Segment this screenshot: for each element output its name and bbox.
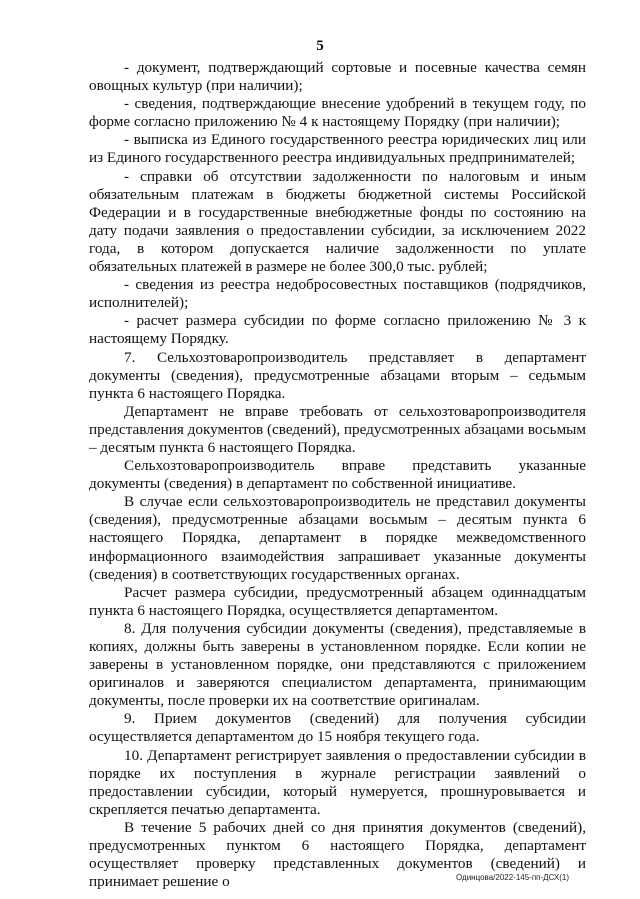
paragraph-subsidy-calculation: - расчет размера субсидии по форме согласно приложению № 3 к настоящему Порядку. — [89, 312, 586, 348]
paragraph-point-10: 10. Департамент регистрирует заявления о предоставлении субсидии в порядке их поступления в журнале регистрации заявлений о предоставлении субсидии, который нумеруется, прошнуровывается и скрепляется печатью департамента. — [89, 746, 586, 818]
paragraph-calculation-by-department: Расчет размера субсидии, предусмотренный абзацем одиннадцатым пункта 6 настоящего Порядка, осуществляется департаментом. — [89, 583, 586, 619]
document-body — [89, 59, 586, 891]
page-number: 5 — [316, 38, 324, 54]
document-footer-code: Одинцова/2022-145-пп-ДСХ(1) — [456, 873, 570, 882]
paragraph-interagency-request: В случае если сельхозтоваропроизводитель не представил документы (сведения), предусмотренные абзацами восьмым – десятым пункта 6 настоящего Порядка, департамент в порядке межведомственного информационного взаимодействия запрашивает указанные документы (сведения) в соответствующих государственных органах. — [89, 493, 586, 583]
paragraph-review-period: В течение 5 рабочих дней со дня принятия документов (сведений), предусмотренных пунктом 6 настоящего Порядка, департамент осуществляет проверку представленных документов (сведений) и принимает решение о — [89, 818, 586, 891]
paragraph-point-7: 7. Сельхозтоваропроизводитель представляет в департамент документы (сведения), предусмотренные абзацами вторым – седьмым пункта 6 настоящего Порядка. — [89, 348, 586, 402]
paragraph-registry-extract: - выписка из Единого государственного реестра юридических лиц или из Единого государственного реестра индивидуальных предпринимателей; — [89, 131, 586, 167]
paragraph-unscrupulous-suppliers: - сведения из реестра недобросовестных поставщиков (подрядчиков, исполнителей); — [89, 276, 586, 312]
paragraph-department-not-require: Департамент не вправе требовать от сельхозтоваропроизводителя представления документов (сведений), предусмотренных абзацами восьмым – десятым пункта 6 настоящего Порядка. — [89, 402, 586, 456]
paragraph-seed-quality-doc: - документ, подтверждающий сортовые и посевные качества семян овощных культур (при наличии); — [89, 59, 586, 95]
paragraph-point-9: 9. Прием документов (сведений) для получения субсидии осуществляется департаментом до 15 ноября текущего года. — [89, 710, 586, 746]
paragraph-no-debt-certificate: - справки об отсутствии задолженности по налоговым и иным обязательным платежам в бюджеты бюджетной системы Российской Федерации и в государственные внебюджетные фонды по состоянию на дату подачи заявления о предоставлении субсидии, за исключением 2022 года, в котором допускается наличие задолженности по уплате обязательных платежей в размере не более 300,0 тыс. рублей; — [89, 167, 586, 276]
paragraph-own-initiative: Сельхозтоваропроизводитель вправе представить указанные документы (сведения) в департамент по собственной инициативе. — [89, 457, 586, 493]
paragraph-point-8: 8. Для получения субсидии документы (сведения), представляемые в копиях, должны быть заверены в установленном порядке. Если копии не заверены в установленном порядке, они представляются с приложением оригиналов и заверяются специалистом департамента, принимающим документы, после проверки их на соответствие оригиналам. — [89, 619, 586, 710]
paragraph-fertilizer-info: - сведения, подтверждающие внесение удобрений в текущем году, по форме согласно приложению № 4 к настоящему Порядку (при наличии); — [89, 95, 586, 131]
